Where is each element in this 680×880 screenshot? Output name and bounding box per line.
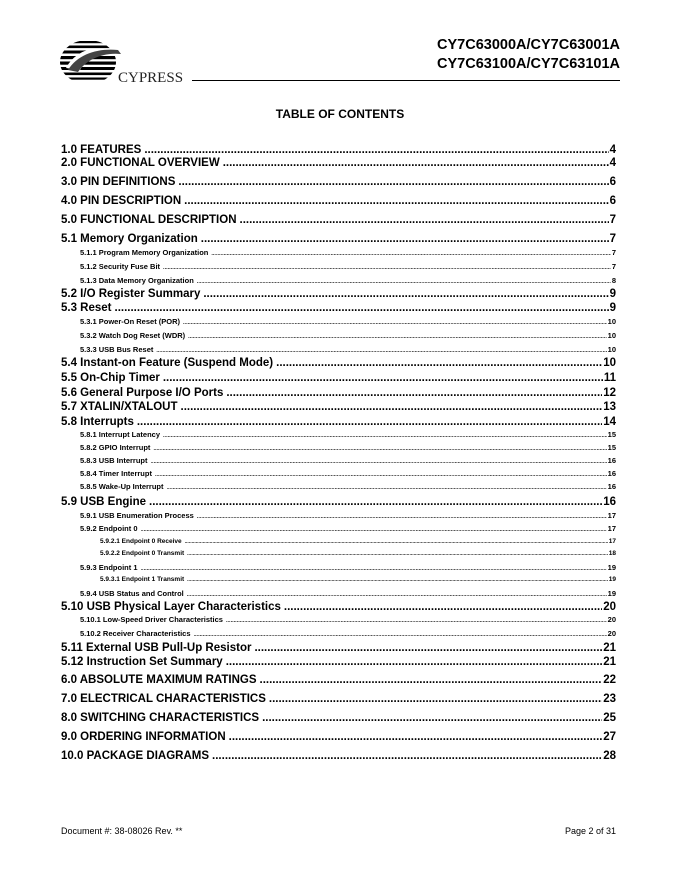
toc-leader-dots: [151, 459, 607, 465]
header-divider: [192, 80, 620, 81]
toc-entry-page: 19: [607, 589, 616, 598]
toc-entry-page: 4: [609, 144, 616, 156]
toc-entry-page: 16: [607, 469, 616, 478]
toc-entry-label: 5.3.1 Power-On Reset (POR): [80, 317, 181, 326]
toc-leader-dots: [185, 539, 608, 545]
toc-entry-label: 5.12 Instruction Set Summary: [61, 656, 223, 668]
toc-entry[interactable]: [61, 576, 616, 583]
toc-entry-label: 5.8.5 Wake-Up Interrupt: [80, 482, 164, 491]
toc-entry[interactable]: [61, 496, 616, 508]
toc-entry-label: 5.0 FUNCTIONAL DESCRIPTION: [61, 214, 237, 226]
toc-entry[interactable]: [61, 674, 616, 686]
toc-entry-label: 5.3 Reset: [61, 302, 112, 314]
toc-leader-dots: [260, 674, 603, 686]
toc-entry-page: 6: [609, 176, 616, 188]
toc-entry-label: 2.0 FUNCTIONAL OVERVIEW: [61, 157, 220, 169]
toc-entry-label: 4.0 PIN DESCRIPTION: [61, 195, 182, 207]
toc-entry[interactable]: [61, 317, 616, 326]
toc-entry-page: 17: [607, 511, 616, 520]
toc-entry-label: 5.4 Instant-on Feature (Suspend Mode): [61, 357, 274, 369]
toc-entry-page: 10: [607, 317, 616, 326]
toc-entry-page: 17: [608, 538, 616, 545]
toc-leader-dots: [276, 357, 602, 369]
toc-leader-dots: [187, 592, 607, 598]
toc-entry-page: 28: [603, 750, 616, 762]
toc-entry[interactable]: [61, 416, 616, 428]
toc-entry-label: 5.2 I/O Register Summary: [61, 288, 201, 300]
toc-entry-label: 5.1.3 Data Memory Organization: [80, 276, 194, 285]
toc-entry[interactable]: [61, 331, 616, 340]
toc-leader-dots: [155, 472, 607, 478]
toc-leader-dots: [115, 302, 609, 314]
toc-entry-label: 5.5 On-Chip Timer: [61, 372, 160, 384]
toc-entry-label: 9.0 ORDERING INFORMATION: [61, 731, 226, 743]
toc-leader-dots: [197, 279, 611, 285]
toc-entry[interactable]: [61, 731, 616, 743]
part-numbers-line1: CY7C63000A/CY7C63001A: [437, 37, 620, 53]
toc-entry[interactable]: [61, 550, 616, 557]
toc-entry-page: 27: [603, 731, 616, 743]
toc-entry-page: 9: [609, 288, 616, 300]
toc-entry-label: 10.0 PACKAGE DIAGRAMS: [61, 750, 210, 762]
toc-entry[interactable]: [61, 469, 616, 478]
toc-entry-page: 7: [611, 248, 616, 257]
toc-entry-label: 5.7 XTALIN/XTALOUT: [61, 401, 178, 413]
toc-entry-page: 16: [607, 456, 616, 465]
toc-entry[interactable]: [61, 656, 616, 668]
part-numbers-line2: CY7C63100A/CY7C63101A: [437, 56, 620, 72]
toc-entry[interactable]: [61, 176, 616, 188]
toc-leader-dots: [141, 527, 607, 533]
toc-leader-dots: [223, 157, 609, 169]
toc-entry-label: 5.8 Interrupts: [61, 416, 134, 428]
toc-entry[interactable]: [61, 482, 616, 491]
toc-entry-page: 8: [611, 276, 616, 285]
toc-leader-dots: [269, 693, 602, 705]
toc-entry-label: 5.9.2 Endpoint 0: [80, 524, 138, 533]
toc-entry-label: 5.1 Memory Organization: [61, 233, 198, 245]
toc-entry-label: 5.8.3 USB Interrupt: [80, 456, 148, 465]
toc-leader-dots: [188, 334, 607, 340]
cypress-logo: [58, 38, 190, 88]
toc-entry[interactable]: [61, 615, 616, 624]
toc-leader-dots: [184, 195, 608, 207]
toc-entry-label: 5.9.4 USB Status and Control: [80, 589, 184, 598]
toc-entry[interactable]: [61, 345, 616, 354]
toc-entry-label: 8.0 SWITCHING CHARACTERISTICS: [61, 712, 260, 724]
toc-entry[interactable]: [61, 589, 616, 598]
toc-leader-dots: [229, 731, 603, 743]
document-number: Document #: 38-08026 Rev. **: [61, 826, 183, 836]
toc-entry-label: 3.0 PIN DEFINITIONS: [61, 176, 176, 188]
toc-entry-page: 21: [603, 656, 616, 668]
toc-entry[interactable]: [61, 276, 616, 285]
toc-leader-dots: [211, 251, 610, 257]
toc-entry[interactable]: [61, 214, 616, 226]
toc-entry-label: 5.9.2.1 Endpoint 0 Receive: [100, 538, 182, 545]
toc-entry[interactable]: [61, 195, 616, 207]
toc-entry-page: 19: [607, 563, 616, 572]
toc-entry-label: 7.0 ELECTRICAL CHARACTERISTICS: [61, 693, 266, 705]
toc-entry-label: 5.9 USB Engine: [61, 496, 146, 508]
toc-entry-page: 20: [607, 615, 616, 624]
toc-entry-label: 1.0 FEATURES: [61, 144, 142, 156]
toc-entry[interactable]: [61, 302, 616, 314]
toc-entry[interactable]: [61, 401, 616, 413]
toc-entry[interactable]: [61, 288, 616, 300]
toc-entry-page: 22: [603, 674, 616, 686]
toc-entry[interactable]: [61, 248, 616, 257]
toc-entry-page: 20: [607, 629, 616, 638]
toc-entry-label: 5.1.2 Security Fuse Bit: [80, 262, 161, 271]
toc-entry-label: 5.9.1 USB Enumeration Process: [80, 511, 194, 520]
toc-leader-dots: [187, 577, 608, 583]
toc-leader-dots: [254, 642, 602, 654]
toc-entry-page: 16: [607, 482, 616, 491]
toc-entry-page: 14: [603, 416, 616, 428]
toc-entry[interactable]: [61, 262, 616, 271]
toc-entry-label: 5.3.2 Watch Dog Reset (WDR): [80, 331, 186, 340]
toc-entry-page: 10: [607, 331, 616, 340]
toc-entry-page: 6: [609, 195, 616, 207]
toc-leader-dots: [226, 618, 607, 624]
toc-leader-dots: [144, 144, 608, 156]
toc-leader-dots: [197, 514, 607, 520]
toc-entry[interactable]: [61, 443, 616, 452]
toc-leader-dots: [149, 496, 602, 508]
toc-entry-page: 7: [609, 214, 616, 226]
toc-entry[interactable]: [61, 524, 616, 533]
toc-leader-dots: [240, 214, 609, 226]
logo-text: CYPRESS: [118, 70, 184, 86]
toc-leader-dots: [163, 265, 611, 271]
toc-leader-dots: [194, 632, 607, 638]
toc-entry[interactable]: [61, 233, 616, 245]
toc-entry-label: 5.6 General Purpose I/O Ports: [61, 387, 224, 399]
toc-leader-dots: [137, 416, 602, 428]
toc-entry[interactable]: [61, 387, 616, 399]
toc-entry[interactable]: [61, 750, 616, 762]
toc-entry-label: 6.0 ABSOLUTE MAXIMUM RATINGS: [61, 674, 257, 686]
toc-leader-dots: [141, 566, 607, 572]
toc-entry-label: 5.9.2.2 Endpoint 0 Transmit: [100, 550, 185, 557]
toc-entry-page: 17: [607, 524, 616, 533]
toc-entry-page: 20: [603, 601, 616, 613]
toc-entry-page: 11: [603, 372, 616, 384]
toc-entry-page: 13: [603, 401, 616, 413]
toc-leader-dots: [226, 656, 603, 668]
toc-leader-dots: [167, 485, 607, 491]
toc-entry-label: 5.10.1 Low-Speed Driver Characteristics: [80, 615, 223, 624]
toc-entry-page: 25: [603, 712, 616, 724]
toc-entry[interactable]: [61, 693, 616, 705]
toc-entry-page: 12: [603, 387, 616, 399]
toc-entry[interactable]: [61, 629, 616, 638]
toc-entry-page: 21: [603, 642, 616, 654]
toc-entry-page: 15: [607, 430, 616, 439]
toc-entry-page: 4: [609, 157, 616, 169]
toc-entry-label: 5.8.1 Interrupt Latency: [80, 430, 161, 439]
toc-entry-page: 15: [607, 443, 616, 452]
toc-entry-page: 18: [608, 550, 616, 557]
toc-leader-dots: [178, 176, 608, 188]
toc-leader-dots: [187, 551, 608, 557]
toc-entry-label: 5.8.2 GPIO Interrupt: [80, 443, 151, 452]
toc-entry-page: 10: [603, 357, 616, 369]
toc-entry[interactable]: [61, 372, 616, 384]
toc-leader-dots: [181, 401, 603, 413]
page-number: Page 2 of 31: [564, 826, 616, 836]
toc-entry[interactable]: [61, 456, 616, 465]
toc-entry[interactable]: [61, 157, 616, 169]
toc-entry[interactable]: [61, 357, 616, 369]
toc-entry[interactable]: [61, 144, 616, 156]
toc-entry-page: 7: [609, 233, 616, 245]
toc-entry-page: 7: [611, 262, 616, 271]
toc-entry-label: 5.11 External USB Pull-Up Resistor: [61, 642, 252, 654]
toc-leader-dots: [183, 320, 607, 326]
toc-leader-dots: [262, 712, 602, 724]
toc-entry-page: 19: [608, 576, 616, 583]
toc-leader-dots: [153, 446, 606, 452]
toc-entry[interactable]: [61, 538, 616, 545]
toc-entry-label: 5.8.4 Timer Interrupt: [80, 469, 152, 478]
header-title: [437, 36, 620, 74]
toc-leader-dots: [203, 288, 608, 300]
toc-leader-dots: [284, 601, 602, 613]
toc-entry-label: 5.3.3 USB Bus Reset: [80, 345, 154, 354]
toc-entry[interactable]: [61, 563, 616, 572]
toc-entry[interactable]: [61, 601, 616, 613]
toc-entry-page: 9: [609, 302, 616, 314]
toc-entry-page: 16: [603, 496, 616, 508]
toc-leader-dots: [163, 433, 607, 439]
toc-leader-dots: [226, 387, 602, 399]
toc-entry-page: 10: [607, 345, 616, 354]
toc-heading: TABLE OF CONTENTS: [275, 107, 405, 121]
toc-entry[interactable]: [61, 642, 616, 654]
toc-entry[interactable]: [61, 430, 616, 439]
toc-entry-label: 5.10.2 Receiver Characteristics: [80, 629, 191, 638]
toc-leader-dots: [163, 372, 603, 384]
toc-entry-label: 5.9.3.1 Endpoint 1 Transmit: [100, 576, 185, 583]
toc-entry-label: 5.10 USB Physical Layer Characteristics: [61, 601, 281, 613]
toc-leader-dots: [212, 750, 602, 762]
toc-entry[interactable]: [61, 712, 616, 724]
toc-entry[interactable]: [61, 511, 616, 520]
toc-entry-label: 5.9.3 Endpoint 1: [80, 563, 138, 572]
toc-entry-label: 5.1.1 Program Memory Organization: [80, 248, 209, 257]
toc-leader-dots: [201, 233, 609, 245]
toc-entry-page: 23: [603, 693, 616, 705]
toc-leader-dots: [156, 348, 606, 354]
